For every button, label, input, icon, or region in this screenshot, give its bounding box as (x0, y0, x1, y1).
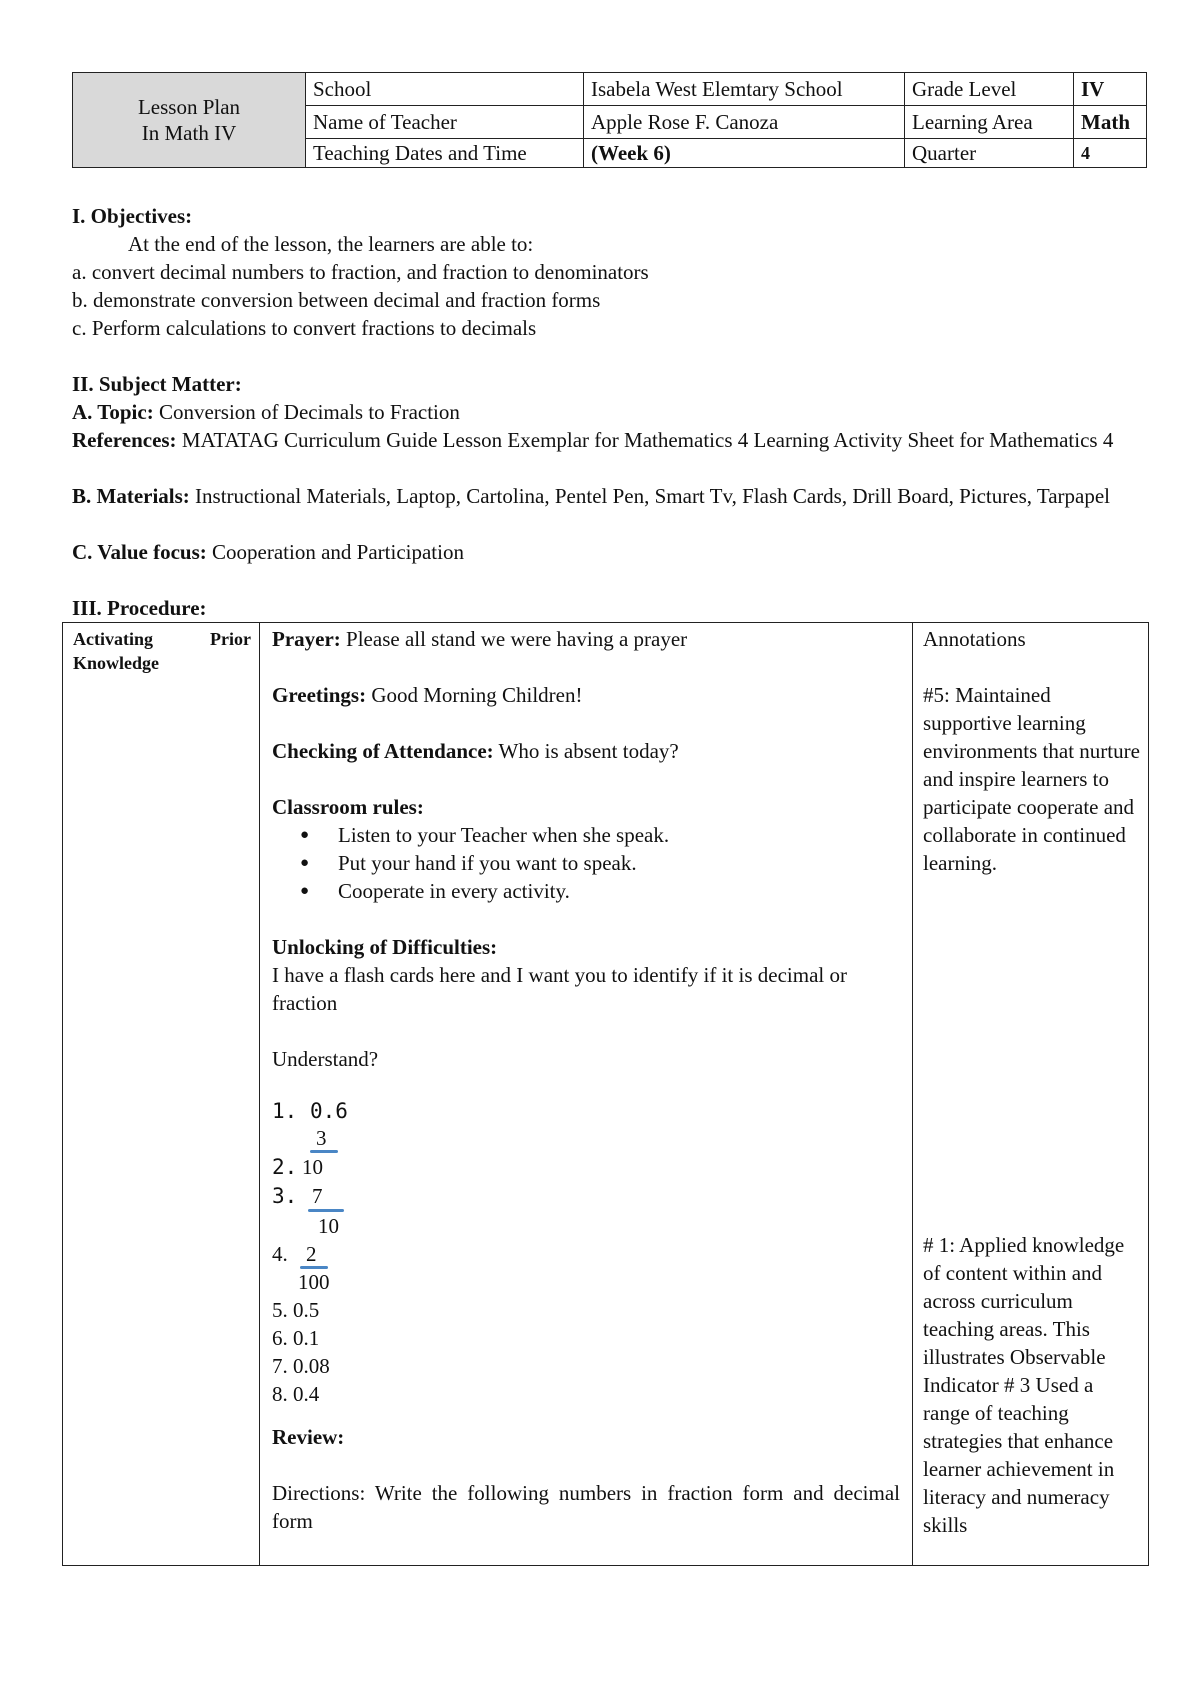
objective-item: a. convert decimal numbers to fraction, and fraction to denominators (72, 260, 649, 284)
flash-number: 1. (272, 1099, 298, 1123)
lesson-header-table (72, 72, 1147, 168)
flash-denominator: 10 (302, 1155, 323, 1179)
lesson-plan-subtitle: In Math IV (141, 121, 237, 145)
teacher-value: Apple Rose F. Canoza (584, 106, 905, 139)
list-item: ● Listen to your Teacher when she speak. (300, 821, 669, 849)
phase-column (63, 623, 260, 1565)
references-value: MATATAG Curriculum Guide Lesson Exemplar for Mathematics 4 Learning Activity Sheet for Mathematics 4 (176, 428, 1114, 452)
flash-item-5: 5. 0.5 (272, 1298, 320, 1322)
annotation-note-1: #5: Maintained supportive learning environments that nurture and inspire learners to participate cooperate and collaborate in continued learning. (923, 683, 1140, 875)
materials-value: Instructional Materials, Laptop, Cartolina, Pentel Pen, Smart Tv, Flash Cards, Drill Board, Pictures, Tarpapel (189, 484, 1111, 508)
subject-matter-heading: II. Subject Matter: (72, 372, 242, 396)
teaching-dates-label: Teaching Dates and Time (306, 139, 584, 168)
greetings-text: Good Morning Children! (366, 683, 583, 707)
activity-column (260, 623, 913, 1565)
value-focus-line (72, 538, 464, 566)
flash-denominator: 100 (298, 1270, 330, 1294)
greetings-line (272, 681, 583, 709)
flash-number: 4. (272, 1242, 288, 1266)
school-label: School (306, 73, 584, 106)
references-label: References: (72, 428, 177, 452)
flash-number: 3. (272, 1184, 298, 1208)
review-directions: Directions: Write the following numbers in fraction form and decimal form (272, 1481, 900, 1533)
objectives-heading: I. Objectives: (72, 204, 193, 228)
value-focus-label: C. Value focus: (72, 540, 207, 564)
flash-item-1 (272, 1098, 348, 1124)
greetings-label: Greetings: (272, 683, 367, 707)
flash-denominator: 10 (318, 1214, 339, 1238)
phase-label (73, 627, 251, 675)
fraction-bar (310, 1150, 338, 1153)
attendance-label: Checking of Attendance: (272, 739, 494, 763)
references-line (72, 426, 1132, 454)
classroom-rules-label: Classroom rules: (272, 795, 424, 819)
flash-item-8: 8. 0.4 (272, 1382, 320, 1406)
flash-item-6: 6. 0.1 (272, 1326, 320, 1350)
topic-value: Conversion of Decimals to Fraction (153, 400, 460, 424)
phase-label-line1: Activating Prior (73, 629, 251, 649)
list-item: ● Put your hand if you want to speak. (300, 849, 669, 877)
unlocking-text: I have a flash cards here and I want you to identify if it is decimal or fraction (272, 963, 847, 1015)
teacher-label: Name of Teacher (306, 106, 584, 139)
teaching-dates-value: (Week 6) (584, 139, 905, 168)
grade-level-value: IV (1074, 73, 1147, 106)
procedure-table (62, 622, 1149, 1566)
school-value: Isabela West Elemtary School (584, 73, 905, 106)
materials-line (72, 482, 1152, 510)
learning-area-value: Math (1074, 106, 1147, 139)
learning-area-label: Learning Area (905, 106, 1074, 139)
attendance-text: Who is absent today? (493, 739, 679, 763)
procedure-heading: III. Procedure: (72, 596, 207, 620)
lesson-plan-title: Lesson Plan (137, 95, 241, 119)
value-focus-value: Cooperation and Participation (206, 540, 464, 564)
list-item: ● Cooperate in every activity. (300, 877, 669, 905)
annotations-column (913, 623, 1150, 1565)
attendance-line (272, 737, 679, 765)
flash-number: 2. (272, 1155, 298, 1179)
objectives-intro: At the end of the lesson, the learners are able to: (128, 232, 534, 256)
grade-level-label: Grade Level (905, 73, 1074, 106)
annotation-note-2: # 1: Applied knowledge of content within and across curriculum teaching areas. This illustrates Observable Indicator # 3 Used a range of teaching strategies that enhance learner achievement in literacy and numeracy skills (923, 1233, 1125, 1537)
materials-label: B. Materials: (72, 484, 190, 508)
phase-label-line2: Knowledge (73, 653, 160, 673)
flash-numerator: 7 (312, 1184, 323, 1208)
unlocking-label: Unlocking of Difficulties: (272, 935, 498, 959)
review-label: Review: (272, 1425, 345, 1449)
topic-line (72, 398, 460, 426)
quarter-value: 4 (1074, 139, 1147, 168)
flash-item-7: 7. 0.08 (272, 1354, 330, 1378)
lesson-plan-title-cell (73, 73, 306, 168)
flash-numerator: 2 (306, 1242, 317, 1266)
topic-label: A. Topic: (72, 400, 154, 424)
understand-text: Understand? (272, 1047, 379, 1071)
fraction-bar (308, 1209, 344, 1212)
prayer-label: Prayer: (272, 627, 341, 651)
annotations-title: Annotations (923, 627, 1026, 651)
quarter-label: Quarter (905, 139, 1074, 168)
classroom-rules-list (300, 821, 669, 905)
prayer-text: Please all stand we were having a prayer (340, 627, 688, 651)
objective-item: c. Perform calculations to convert fractions to decimals (72, 316, 537, 340)
objective-item: b. demonstrate conversion between decimal and fraction forms (72, 288, 601, 312)
prayer-line (272, 625, 687, 653)
flash-value: 0.6 (309, 1099, 348, 1123)
flash-numerator: 3 (316, 1126, 327, 1150)
